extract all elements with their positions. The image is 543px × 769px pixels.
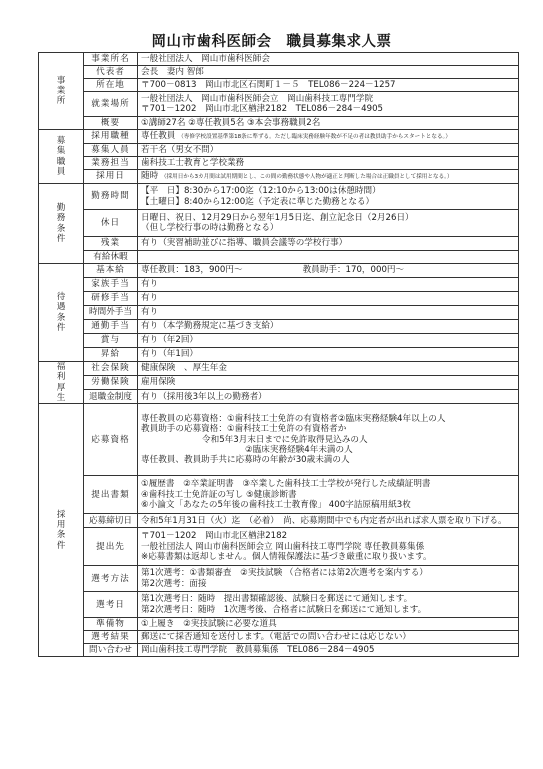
row-exam-date — [39, 592, 519, 618]
submit-line-2: 一般社団法人 岡山市歯科医師会立 岡山歯科技工専門学院 専任教員募集係 — [141, 541, 425, 552]
value-deadline: 令和5年1月31日（火）迄 （必着） 尚、応募期間中でも内定者が出れば求人票を取り下げる。 — [138, 514, 519, 528]
row-name — [39, 53, 519, 66]
label-exam-date: 選考日 — [84, 592, 138, 618]
row-period — [39, 170, 519, 184]
value-result: 郵送にて採否通知を送付します。（電話での問い合わせには応じない） — [138, 631, 519, 644]
row-submit-to — [39, 528, 519, 566]
label-contact: 問い合わせ — [84, 644, 138, 657]
row-overtime-pay — [39, 306, 519, 320]
exam-line-2: 第2次選考日：随時 1次選考後、合格者に試験日を郵送にて通知します。 — [141, 604, 427, 615]
section-fukuri: 福 利 厚 生 — [39, 362, 84, 404]
label-base-pay: 基本給 — [84, 264, 138, 278]
label-period: 採用日 — [84, 170, 138, 184]
job-type-note: （専修学校設置基準第18条に準ずる。ただし臨床実務経験年数が不足の者は教員助手からスタートとなる。） — [178, 134, 451, 141]
value-raise: 有り（年1回） — [138, 348, 519, 362]
value-method — [138, 566, 519, 592]
value-documents — [138, 476, 519, 514]
row-rep — [39, 66, 519, 79]
row-address — [39, 79, 519, 92]
row-result — [39, 631, 519, 644]
value-headcount: 若干名（男女不問） — [138, 144, 519, 157]
value-training: 有り — [138, 292, 519, 306]
section-jigyosho: 事 業 所 — [39, 53, 84, 130]
value-overtime: 有り（実習補助並びに指導、職員会議等の学校行事） — [138, 237, 519, 251]
period-text: 随時 — [141, 171, 159, 182]
base-pay-teacher: 専任教員：183，900円～ — [141, 265, 243, 276]
label-submit-to: 提出先 — [84, 528, 138, 566]
value-workplace — [138, 92, 519, 117]
value-bonus: 有り（年2回） — [138, 334, 519, 348]
section-kinmu: 勤 務 条 件 — [39, 184, 84, 264]
value-labor: 雇用保険 — [138, 376, 519, 390]
row-documents — [39, 476, 519, 514]
label-family: 家族手当 — [84, 278, 138, 292]
label-training: 研修手当 — [84, 292, 138, 306]
value-address: 〒700－0813 岡山市北区石関町１－５ TEL086－224－1257 — [138, 79, 519, 92]
value-retire: 有り（採用後3年以上の勤務者） — [138, 390, 519, 404]
label-holidays: 休日 — [84, 210, 138, 237]
holidays-line-2: （但し学校行事の時は勤務となる） — [141, 223, 279, 233]
label-items: 準備物 — [84, 618, 138, 631]
row-commute — [39, 320, 519, 334]
label-overtime: 残業 — [84, 237, 138, 251]
qual-line-5: 専任教員、教員助手共に応募時の年齢が30歳未満の人 — [141, 455, 350, 466]
label-deadline: 応募締切日 — [84, 514, 138, 528]
row-items — [39, 618, 519, 631]
row-deadline — [39, 514, 519, 528]
row-family — [39, 278, 519, 292]
label-labor: 労働保険 — [84, 376, 138, 390]
label-address: 所在地 — [84, 79, 138, 92]
row-social — [39, 362, 519, 376]
section-boshu: 募 集 職 員 — [39, 130, 84, 184]
label-hours: 勤務時間 — [84, 184, 138, 210]
value-holidays — [138, 210, 519, 237]
row-training — [39, 292, 519, 306]
hours-line-1: 【平 日】8:30から17:00迄（12:10から13:00は休憩時間） — [141, 186, 381, 197]
submit-line-1: 〒701－1202 岡山市北区楢津2182 — [141, 531, 288, 542]
row-retire — [39, 390, 519, 404]
row-job-type — [39, 130, 519, 144]
label-headcount: 募集人員 — [84, 144, 138, 157]
value-family: 有り — [138, 278, 519, 292]
row-hours — [39, 184, 519, 210]
label-commute: 通勤手当 — [84, 320, 138, 334]
label-result: 選考結果 — [84, 631, 138, 644]
workplace-line-2: 〒701－1202 岡山市北区楢津2182 TEL086－284－4905 — [141, 104, 384, 114]
value-exam-date — [138, 592, 519, 618]
holidays-line-1: 日曜日、祝日、12月29日から翌年1月5日迄、創立記念日（2月26日） — [141, 212, 414, 223]
label-duty: 業務担当 — [84, 157, 138, 170]
label-name: 事業所名 — [84, 53, 138, 66]
qual-line-4: ②臨床実務経験4年未満の人 — [245, 444, 353, 455]
row-workplace — [39, 92, 519, 117]
value-overtime-pay: 有り — [138, 306, 519, 320]
section-saiyo: 採 用 条 件 — [39, 404, 84, 657]
row-summary — [39, 117, 519, 130]
row-labor — [39, 376, 519, 390]
doc-line-3: ⑥小論文「あなたの5年後の歯科技工士教育像」 400字詰原稿用紙3枚 — [141, 499, 411, 510]
row-base-pay — [39, 264, 519, 278]
label-retire: 退職金制度 — [84, 390, 138, 404]
value-summary: ①講師27名 ②専任教員5名 ③本会事務職員2名 — [138, 117, 519, 130]
value-base-pay — [138, 264, 519, 278]
row-contact — [39, 644, 519, 657]
row-qualification — [39, 404, 519, 476]
label-documents: 提出書類 — [84, 476, 138, 514]
value-contact: 岡山歯科技工専門学院 教員募集係 TEL086－284－4905 — [138, 644, 519, 657]
row-duty — [39, 157, 519, 170]
doc-line-2: ④歯科技工士免許証の写し ⑤健康診断書 — [141, 489, 297, 500]
label-bonus: 賞与 — [84, 334, 138, 348]
row-method — [39, 566, 519, 592]
row-overtime — [39, 237, 519, 251]
doc-line-1: ①履歴書 ②卒業証明書 ③卒業した歯科技工士学校が発行した成績証明書 — [141, 479, 431, 490]
value-commute: 有り（本学勤務規定に基づき支給） — [138, 320, 519, 334]
qual-line-1: 専任教員の応募資格：①歯科技工士免許の有資格者②臨床実務経験4年以上の人 — [141, 413, 446, 424]
label-overtime-pay: 時間外手当 — [84, 306, 138, 320]
qual-line-2: 教員助手の応募資格：①歯科技工士免許の有資格者か — [141, 424, 347, 435]
value-qualification — [138, 404, 519, 476]
label-social: 社会保険 — [84, 362, 138, 376]
qual-line-3: 令和5年3月末日までに免許取得見込みの人 — [202, 434, 368, 445]
label-method: 選考方法 — [84, 566, 138, 592]
label-rep: 代表者 — [84, 66, 138, 79]
value-submit-to — [138, 528, 519, 566]
row-paid-leave — [39, 251, 519, 264]
row-bonus — [39, 334, 519, 348]
submit-line-3: ※応募書類は返却しません。個人情報保護法に基づき厳重に取り扱います。 — [141, 551, 432, 562]
page-title: 岡山市歯科医師会 職員募集求人票 — [151, 34, 392, 50]
value-job-type — [138, 130, 519, 144]
row-headcount — [39, 144, 519, 157]
hours-line-2: 【土曜日】8:40から12:00迄（予定表に準じた勤務となる） — [141, 196, 375, 207]
label-raise: 昇給 — [84, 348, 138, 362]
method-line-1: 第1次選考：①書類審査 ②実技試験 （合格者には第2次選考を案内する） — [141, 568, 428, 579]
label-workplace: 就業場所 — [84, 92, 138, 117]
value-social: 健康保険 、厚生年金 — [138, 362, 519, 376]
value-period — [138, 170, 519, 184]
value-paid-leave — [138, 251, 519, 264]
period-note: （採用日から3カ月間は試用期間とし、この間の勤務状態や人物が適正と判断した場合は正職員として採用となる。） — [160, 174, 453, 181]
section-taigu: 待 遇 条 件 — [39, 264, 84, 362]
base-pay-assistant: 教員助手：170，000円～ — [302, 265, 405, 276]
method-line-2: 第2次選考：面接 — [141, 578, 207, 589]
value-name: 一般社団法人 岡山市歯科医師会 — [138, 53, 519, 66]
label-job-type: 採用職種 — [84, 130, 138, 144]
exam-line-1: 第1次選考日：随時 提出書類確認後、試験日を郵送にて通知します。 — [141, 594, 413, 605]
row-holidays — [39, 210, 519, 237]
job-type-text: 専任教員 — [141, 131, 176, 142]
row-raise — [39, 348, 519, 362]
label-summary: 概要 — [84, 117, 138, 130]
value-duty: 歯科技工士教育と学校業務 — [138, 157, 519, 170]
label-paid-leave: 有給休暇 — [84, 251, 138, 264]
value-hours — [138, 184, 519, 210]
value-items: ①上履き ②実技試験に必要な道具 — [138, 618, 519, 631]
value-rep: 会長 妻内 智郎 — [138, 66, 519, 79]
workplace-line-1: 一般社団法人 岡山市歯科医師会立 岡山歯科技工専門学院 — [141, 93, 374, 104]
label-qualification: 応募資格 — [84, 404, 138, 476]
recruitment-form-table — [38, 52, 519, 657]
